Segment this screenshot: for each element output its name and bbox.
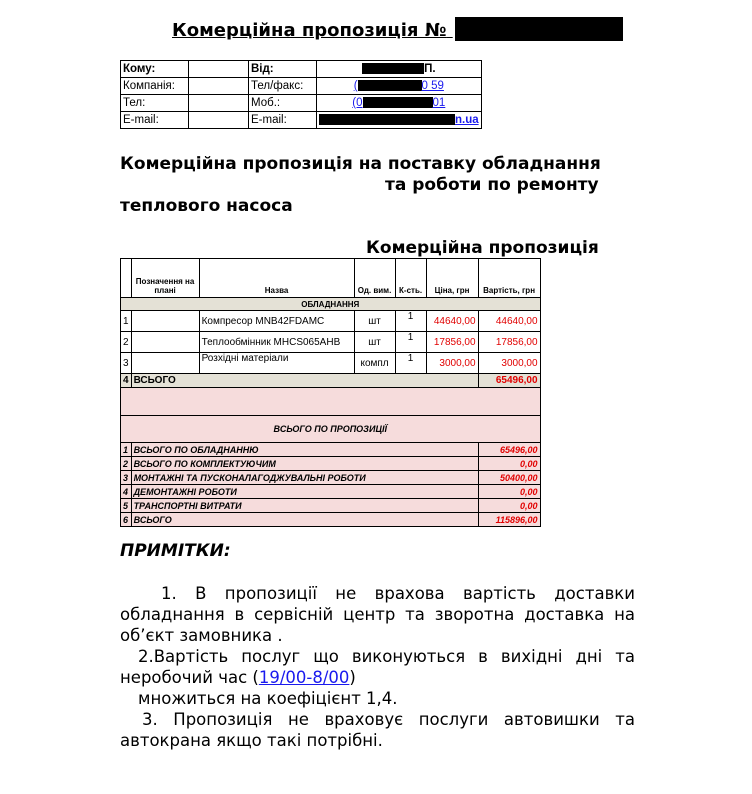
summary-value: 0,00	[478, 485, 540, 499]
note-1: 1. В пропозиції не врахова вартість доставки обладнання в сервісній центр та зворотна доставка на об’єкт замовника .	[120, 584, 635, 645]
total-value: 65496,00	[478, 374, 540, 388]
summary-row	[121, 499, 541, 513]
table-row	[121, 353, 541, 374]
section-heading: Комерційна пропозиція	[366, 238, 599, 258]
value-email-to	[189, 112, 249, 129]
summary-value: 0,00	[478, 499, 540, 513]
summary-label: ДЕМОНТАЖНІ РОБОТИ	[131, 485, 478, 499]
row-designation	[131, 353, 199, 374]
spacer-row	[121, 388, 541, 416]
contact-row	[121, 112, 482, 129]
row-unit: компл	[354, 353, 395, 374]
label-email-from: E-mail:	[249, 112, 317, 129]
label-phone: Тел:	[121, 95, 189, 112]
summary-number: 5	[121, 499, 132, 513]
summary-row	[121, 485, 541, 499]
summary-row	[121, 471, 541, 485]
summary-row	[121, 457, 541, 471]
redacted-number	[455, 17, 623, 41]
value-from: П.	[317, 61, 482, 78]
label-phone-fax: Тел/факс:	[249, 78, 317, 95]
notes-list	[120, 583, 635, 751]
row-qty: 1	[395, 311, 426, 332]
row-price: 17856,00	[426, 332, 478, 353]
hours-link[interactable]: 19/00-8/00	[258, 668, 350, 687]
note-2-line-2: множиться на коефіцієнт 1,4.	[138, 689, 398, 708]
summary-value: 115896,00	[478, 513, 540, 527]
value-mobile[interactable]	[317, 95, 482, 112]
subtitle-line-2: та роботи по ремонту	[385, 175, 599, 195]
row-name: Компресор MNB42FDAMC	[199, 311, 354, 332]
col-name: Назва	[199, 259, 354, 298]
redacted-phone	[358, 80, 422, 91]
summary-number: 4	[121, 485, 132, 499]
value-email-from[interactable]	[317, 112, 482, 129]
summary-number: 3	[121, 471, 132, 485]
summary-heading-row	[121, 416, 541, 443]
label-from: Від:	[249, 61, 317, 78]
contact-row	[121, 61, 482, 78]
summary-label: ТРАНСПОРТНІ ВИТРАТИ	[131, 499, 478, 513]
col-designation: Позначення на плані	[131, 259, 199, 298]
row-price: 44640,00	[426, 311, 478, 332]
summary-value: 65496,00	[478, 443, 540, 457]
row-number: 2	[121, 332, 132, 353]
notes-heading: ПРИМІТКИ:	[120, 541, 231, 561]
offer-table	[120, 258, 541, 527]
total-number: 4	[121, 374, 132, 388]
subtitle-line-1: Комерційна пропозиція на поставку обладнання	[120, 154, 601, 174]
value-phone-fax[interactable]	[317, 78, 482, 95]
subtitle-line-3: теплового насоса	[120, 196, 293, 216]
summary-value: 50400,00	[478, 471, 540, 485]
summary-label: ВСЬОГО	[131, 513, 478, 527]
contact-row	[121, 95, 482, 112]
row-qty: 1	[395, 332, 426, 353]
redacted-email	[319, 114, 455, 125]
label-email-to: E-mail:	[121, 112, 189, 129]
summary-label: ВСЬОГО ПО ОБЛАДНАННЮ	[131, 443, 478, 457]
value-company	[189, 78, 249, 95]
document-title	[172, 17, 623, 41]
col-cost: Вартість, грн	[478, 259, 540, 298]
table-header-row	[121, 259, 541, 298]
equipment-band: ОБЛАДНАННЯ	[121, 298, 541, 311]
row-name: Розхідні матеріали	[199, 353, 354, 374]
col-index	[121, 259, 132, 298]
summary-heading: ВСЬОГО ПО ПРОПОЗИЦІЇ	[121, 416, 541, 443]
row-cost: 17856,00	[478, 332, 540, 353]
table-row	[121, 311, 541, 332]
row-cost: 3000,00	[478, 353, 540, 374]
note-3: 3. Пропозиція не враховує послуги автовишки та автокрана якщо такі потрібні.	[120, 710, 635, 750]
total-row	[121, 374, 541, 388]
phone-fax-link[interactable]: ( 0 59	[353, 79, 444, 92]
col-price: Ціна, грн	[426, 259, 478, 298]
summary-row	[121, 513, 541, 527]
summary-number: 2	[121, 457, 132, 471]
row-cost: 44640,00	[478, 311, 540, 332]
contact-row	[121, 78, 482, 95]
row-number: 3	[121, 353, 132, 374]
col-qty: К-сть.	[395, 259, 426, 298]
table-row	[121, 332, 541, 353]
offer-subtitle	[120, 154, 650, 217]
label-to: Кому:	[121, 61, 189, 78]
summary-value: 0,00	[478, 457, 540, 471]
row-qty: 1	[395, 353, 426, 374]
summary-row	[121, 443, 541, 457]
summary-number: 6	[121, 513, 132, 527]
value-to	[189, 61, 249, 78]
row-number: 1	[121, 311, 132, 332]
label-mobile: Моб.:	[249, 95, 317, 112]
row-designation	[131, 311, 199, 332]
redacted-mobile	[363, 97, 433, 108]
mobile-link[interactable]: (0 01	[352, 96, 446, 109]
equipment-band-row	[121, 298, 541, 311]
label-company: Компанія:	[121, 78, 189, 95]
email-link[interactable]: n.ua	[319, 114, 479, 126]
summary-label: МОНТАЖНІ ТА ПУСКОНАЛАГОДЖУВАЛЬНІ РОБОТИ	[131, 471, 478, 485]
row-price: 3000,00	[426, 353, 478, 374]
value-phone	[189, 95, 249, 112]
col-unit: Од. вим.	[354, 259, 395, 298]
row-designation	[131, 332, 199, 353]
total-label: ВСЬОГО	[131, 374, 478, 388]
row-name: Теплообмінник MHCS065AHB	[199, 332, 354, 353]
row-unit: шт	[354, 332, 395, 353]
summary-number: 1	[121, 443, 132, 457]
summary-label: ВСЬОГО ПО КОМПЛЕКТУЮЧИМ	[131, 457, 478, 471]
title-text: Комерційна пропозиція №	[172, 20, 447, 41]
row-unit: шт	[354, 311, 395, 332]
contact-table	[120, 60, 482, 129]
redacted-name	[362, 63, 424, 74]
note-2: 2.Вартість послуг що виконуються в вихідні дні та неробочий час (19/00-8/00)	[120, 647, 635, 687]
